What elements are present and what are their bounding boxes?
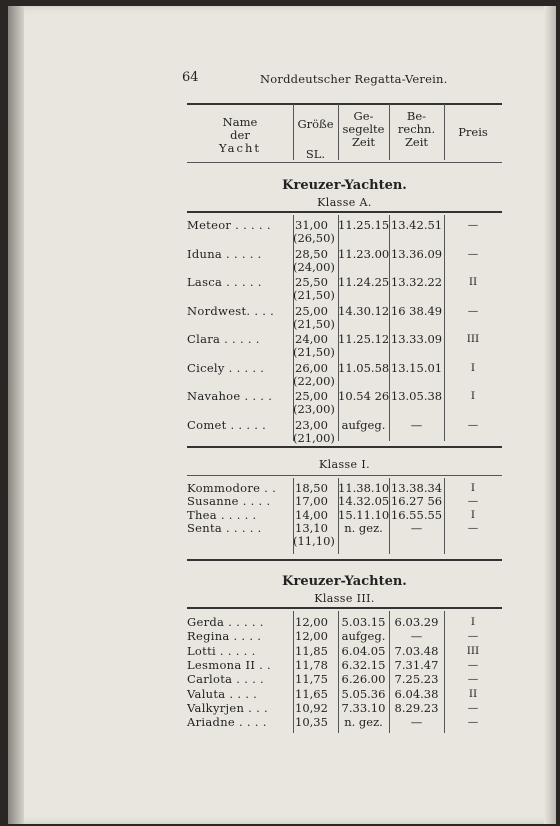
col-header-name: Name der Yacht — [218, 115, 262, 155]
gesegelte-zeit-value: 11.24.25 — [338, 275, 390, 289]
gesegelte-zeit-value: 5.03.15 — [341, 615, 386, 629]
sl-value: (23,00) — [293, 402, 335, 416]
gesegelte-zeit-value: n. gez. — [344, 715, 383, 730]
berechnete-zeit-value: 13.38.34 — [390, 481, 443, 495]
groesse-value: 12,00 — [295, 615, 328, 629]
berechnete-zeit-value: 8.29.23 — [394, 700, 439, 715]
groesse-value: 11,85 — [295, 643, 328, 658]
gesegelte-zeit-value: aufgeg. — [341, 629, 386, 644]
preis-value: — — [467, 673, 479, 686]
section-title-kreuzer-iii: Kreuzer-Yachten. — [282, 574, 407, 589]
berechnete-zeit-value: — — [410, 417, 423, 432]
berechnete-zeit-value: 13.33.09 — [390, 332, 443, 346]
sl-value: (26,50) — [293, 231, 335, 245]
gesegelte-zeit-value: 5.05.36 — [341, 686, 386, 701]
header-title: Norddeutscher Regatta-Verein. — [260, 72, 448, 86]
groesse-value: 17,00 — [295, 494, 328, 509]
yacht-name: Lasca . . . . . — [187, 275, 262, 289]
col-header-sl: SL. — [305, 147, 326, 161]
section-iii-block — [187, 611, 502, 733]
sl-value: (11,10) — [293, 533, 335, 548]
section-title-kreuzer-a: Kreuzer-Yachten. — [282, 178, 407, 193]
section-i-end-rule — [187, 559, 502, 561]
berechnete-zeit-value: 13.32.22 — [390, 275, 443, 289]
gesegelte-zeit-value: 14.32.05 — [338, 494, 390, 509]
gesegelte-zeit-value: 15.11.10 — [338, 507, 390, 522]
groesse-value: 11,75 — [295, 672, 328, 687]
sl-value: (21,50) — [293, 288, 335, 302]
preis-value: — — [467, 701, 479, 714]
klasse-a-label: Klasse A. — [317, 196, 372, 209]
berechnete-zeit-value: — — [410, 715, 423, 730]
yacht-name: Navahoe . . . . — [187, 389, 273, 403]
gesegelte-zeit-value: 6.04.05 — [341, 643, 386, 658]
berechnete-zeit-value: 7.25.23 — [394, 672, 439, 687]
groesse-value: 28,50 — [295, 246, 328, 261]
sl-value: (21,50) — [293, 316, 335, 331]
berechnete-zeit-value: 6.03.29 — [394, 615, 439, 629]
berechnete-zeit-value: 13.36.09 — [390, 246, 443, 261]
gesegelte-zeit-value: 11.25.12 — [338, 332, 390, 346]
yacht-name: Gerda . . . . . — [187, 615, 264, 629]
yacht-name: Senta . . . . . — [187, 520, 262, 535]
yacht-name: Comet . . . . . — [187, 417, 267, 432]
preis-value: I — [470, 482, 476, 494]
yacht-name: Cicely . . . . . — [187, 360, 265, 375]
berechnete-zeit-value: 13.42.51 — [390, 218, 443, 232]
groesse-value: 24,00 — [295, 332, 328, 346]
berechnete-zeit-value: 7.03.48 — [394, 643, 439, 658]
berechnete-zeit-value: — — [410, 629, 423, 644]
klasse-i-label: Klasse I. — [318, 458, 371, 471]
preis-value: III — [466, 644, 480, 657]
yacht-name: Carlota . . . . — [187, 672, 264, 687]
preis-value: I — [470, 616, 476, 628]
groesse-value: 14,00 — [295, 507, 328, 522]
gesegelte-zeit-value: 6.26.00 — [341, 672, 386, 687]
gesegelte-zeit-value: 14.30.12 — [338, 303, 390, 318]
yacht-name: Iduna . . . . . — [187, 246, 262, 261]
yacht-name: Valuta . . . . — [187, 686, 258, 701]
section-a-block — [187, 215, 502, 445]
yacht-name: Kommodore . . — [187, 481, 277, 495]
section-a-end-rule — [187, 446, 502, 448]
yacht-name: Regina . . . . — [187, 629, 262, 644]
sl-value: (22,00) — [293, 373, 335, 388]
preis-value: I — [470, 390, 476, 402]
groesse-value: 10,35 — [295, 715, 328, 730]
groesse-value: 10,92 — [295, 700, 328, 715]
klasse-iii-label: Klasse III. — [314, 592, 375, 605]
groesse-value: 11,78 — [295, 657, 328, 672]
berechnete-zeit-value: 16 38.49 — [390, 303, 443, 318]
berechnete-zeit-value: 16.27 56 — [390, 494, 443, 509]
gesegelte-zeit-value: n. gez. — [344, 520, 383, 535]
gesegelte-zeit-value: aufgeg. — [341, 417, 386, 432]
groesse-value: 26,00 — [295, 360, 328, 375]
preis-value: — — [467, 521, 479, 534]
preis-value: III — [466, 333, 480, 345]
gesegelte-zeit-value: 11.23.00 — [338, 246, 390, 261]
groesse-value: 25,00 — [295, 303, 328, 318]
groesse-value: 13,10 — [295, 520, 328, 535]
col-header-gesegelte-zeit: Ge- segelte Zeit — [342, 109, 385, 149]
section-a-rule — [187, 211, 502, 213]
yacht-name: Thea . . . . . — [187, 507, 257, 522]
preis-value: — — [467, 716, 479, 729]
berechnete-zeit-value: 7.31.47 — [394, 657, 439, 672]
page-number: 64 — [182, 70, 199, 85]
groesse-value: 18,50 — [295, 481, 328, 495]
groesse-value: 31,00 — [295, 218, 328, 232]
preis-value: — — [467, 658, 479, 671]
yacht-name: Lotti . . . . . — [187, 643, 256, 658]
gesegelte-zeit-value: 10.54 26 — [338, 389, 390, 403]
col-header-groesse: Größe — [297, 117, 334, 131]
column-header-row — [187, 104, 502, 162]
yacht-name: Clara . . . . . — [187, 332, 260, 346]
yacht-name: Meteor . . . . . — [187, 218, 271, 232]
berechnete-zeit-value: — — [410, 520, 423, 535]
preis-value: I — [470, 361, 476, 374]
yacht-name: Susanne . . . . — [187, 494, 271, 509]
yacht-name: Lesmona II . . — [187, 657, 271, 672]
section-i-block — [187, 478, 502, 554]
yacht-name: Nordwest. . . . — [187, 303, 275, 318]
preis-value: — — [467, 304, 479, 317]
gesegelte-zeit-value: 11.38.10 — [338, 481, 390, 495]
sl-value: (21,00) — [293, 430, 335, 445]
sl-value: (24,00) — [293, 259, 335, 274]
gesegelte-zeit-value: 11.25.15 — [338, 218, 390, 232]
berechnete-zeit-value: 16.55.55 — [390, 507, 443, 522]
gesegelte-zeit-value: 11.05.58 — [338, 360, 390, 375]
col-header-berechn-zeit: Be- rechn. Zeit — [397, 109, 436, 149]
sl-value: (21,50) — [293, 345, 335, 359]
section-i-rule — [187, 475, 502, 476]
groesse-value: 11,65 — [295, 686, 328, 701]
gesegelte-zeit-value: 6.32.15 — [341, 657, 386, 672]
col-header-preis: Preis — [458, 125, 488, 139]
header-bottom-rule — [187, 162, 502, 163]
page-edge — [544, 6, 556, 824]
section-iii-rule — [187, 607, 502, 609]
berechnete-zeit-value: 13.05.38 — [390, 389, 443, 403]
groesse-value: 25,50 — [295, 275, 328, 289]
groesse-value: 23,00 — [295, 417, 328, 432]
preis-value: — — [467, 219, 479, 231]
berechnete-zeit-value: 6.04.38 — [394, 686, 439, 701]
preis-value: — — [467, 418, 479, 431]
preis-value: — — [467, 630, 479, 643]
yacht-name: Valkyrjen . . . — [187, 700, 268, 715]
gesegelte-zeit-value: 7.33.10 — [341, 700, 386, 715]
page-gutter-shadow — [8, 6, 24, 824]
preis-value: — — [467, 495, 479, 508]
groesse-value: 12,00 — [295, 629, 328, 644]
preis-value: I — [470, 508, 476, 521]
preis-value: II — [468, 276, 478, 288]
preis-value: II — [468, 687, 478, 700]
berechnete-zeit-value: 13.15.01 — [390, 360, 443, 375]
groesse-value: 25,00 — [295, 389, 328, 403]
yacht-name: Ariadne . . . . — [187, 715, 267, 730]
preis-value: — — [467, 247, 479, 260]
